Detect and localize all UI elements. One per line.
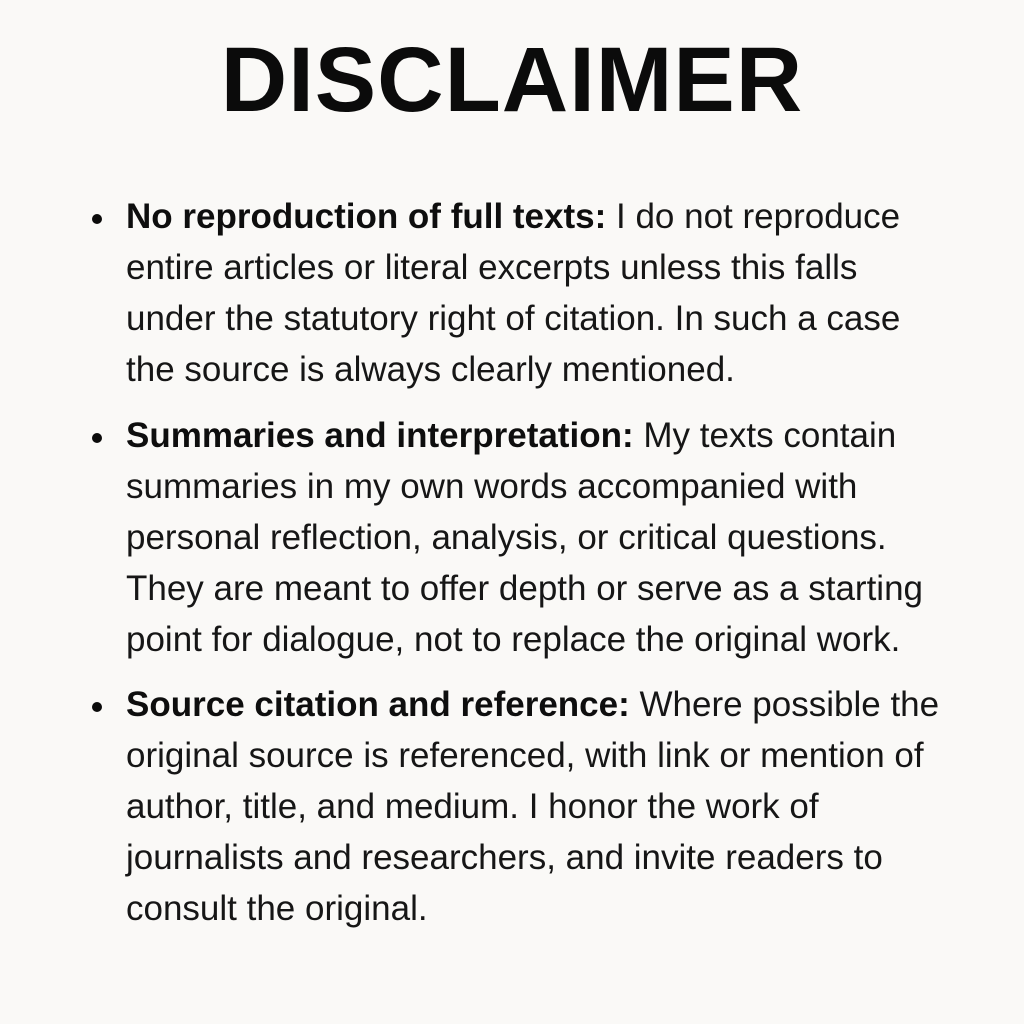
list-item (118, 191, 954, 395)
bullet-lead: No reproduction of full texts: (126, 197, 607, 237)
bullet-lead: Summaries and interpretation: (126, 415, 634, 455)
page-title: DISCLAIMER (220, 29, 804, 131)
bullet-text: My texts contain summaries in my own words accompanied with personal reflection, analysis, or critical questions. They are meant to offer depth or serve as a starting point for dialogue, not to replace the original work. (126, 415, 924, 659)
bullet-text: Where possible the original source is referenced, with link or mention of author, title, and medium. I honor the work of journalists and researchers, and invite readers to consult the original. (126, 685, 940, 929)
bullet-lead: Source citation and reference: (126, 685, 630, 725)
disclaimer-list (0, 191, 1024, 934)
list-item (118, 410, 954, 665)
bullet-text: I do not reproduce entire articles or literal excerpts unless this falls under the statutory right of citation. In such a case the source is always clearly mentioned. (126, 197, 901, 390)
list-item (118, 679, 954, 934)
